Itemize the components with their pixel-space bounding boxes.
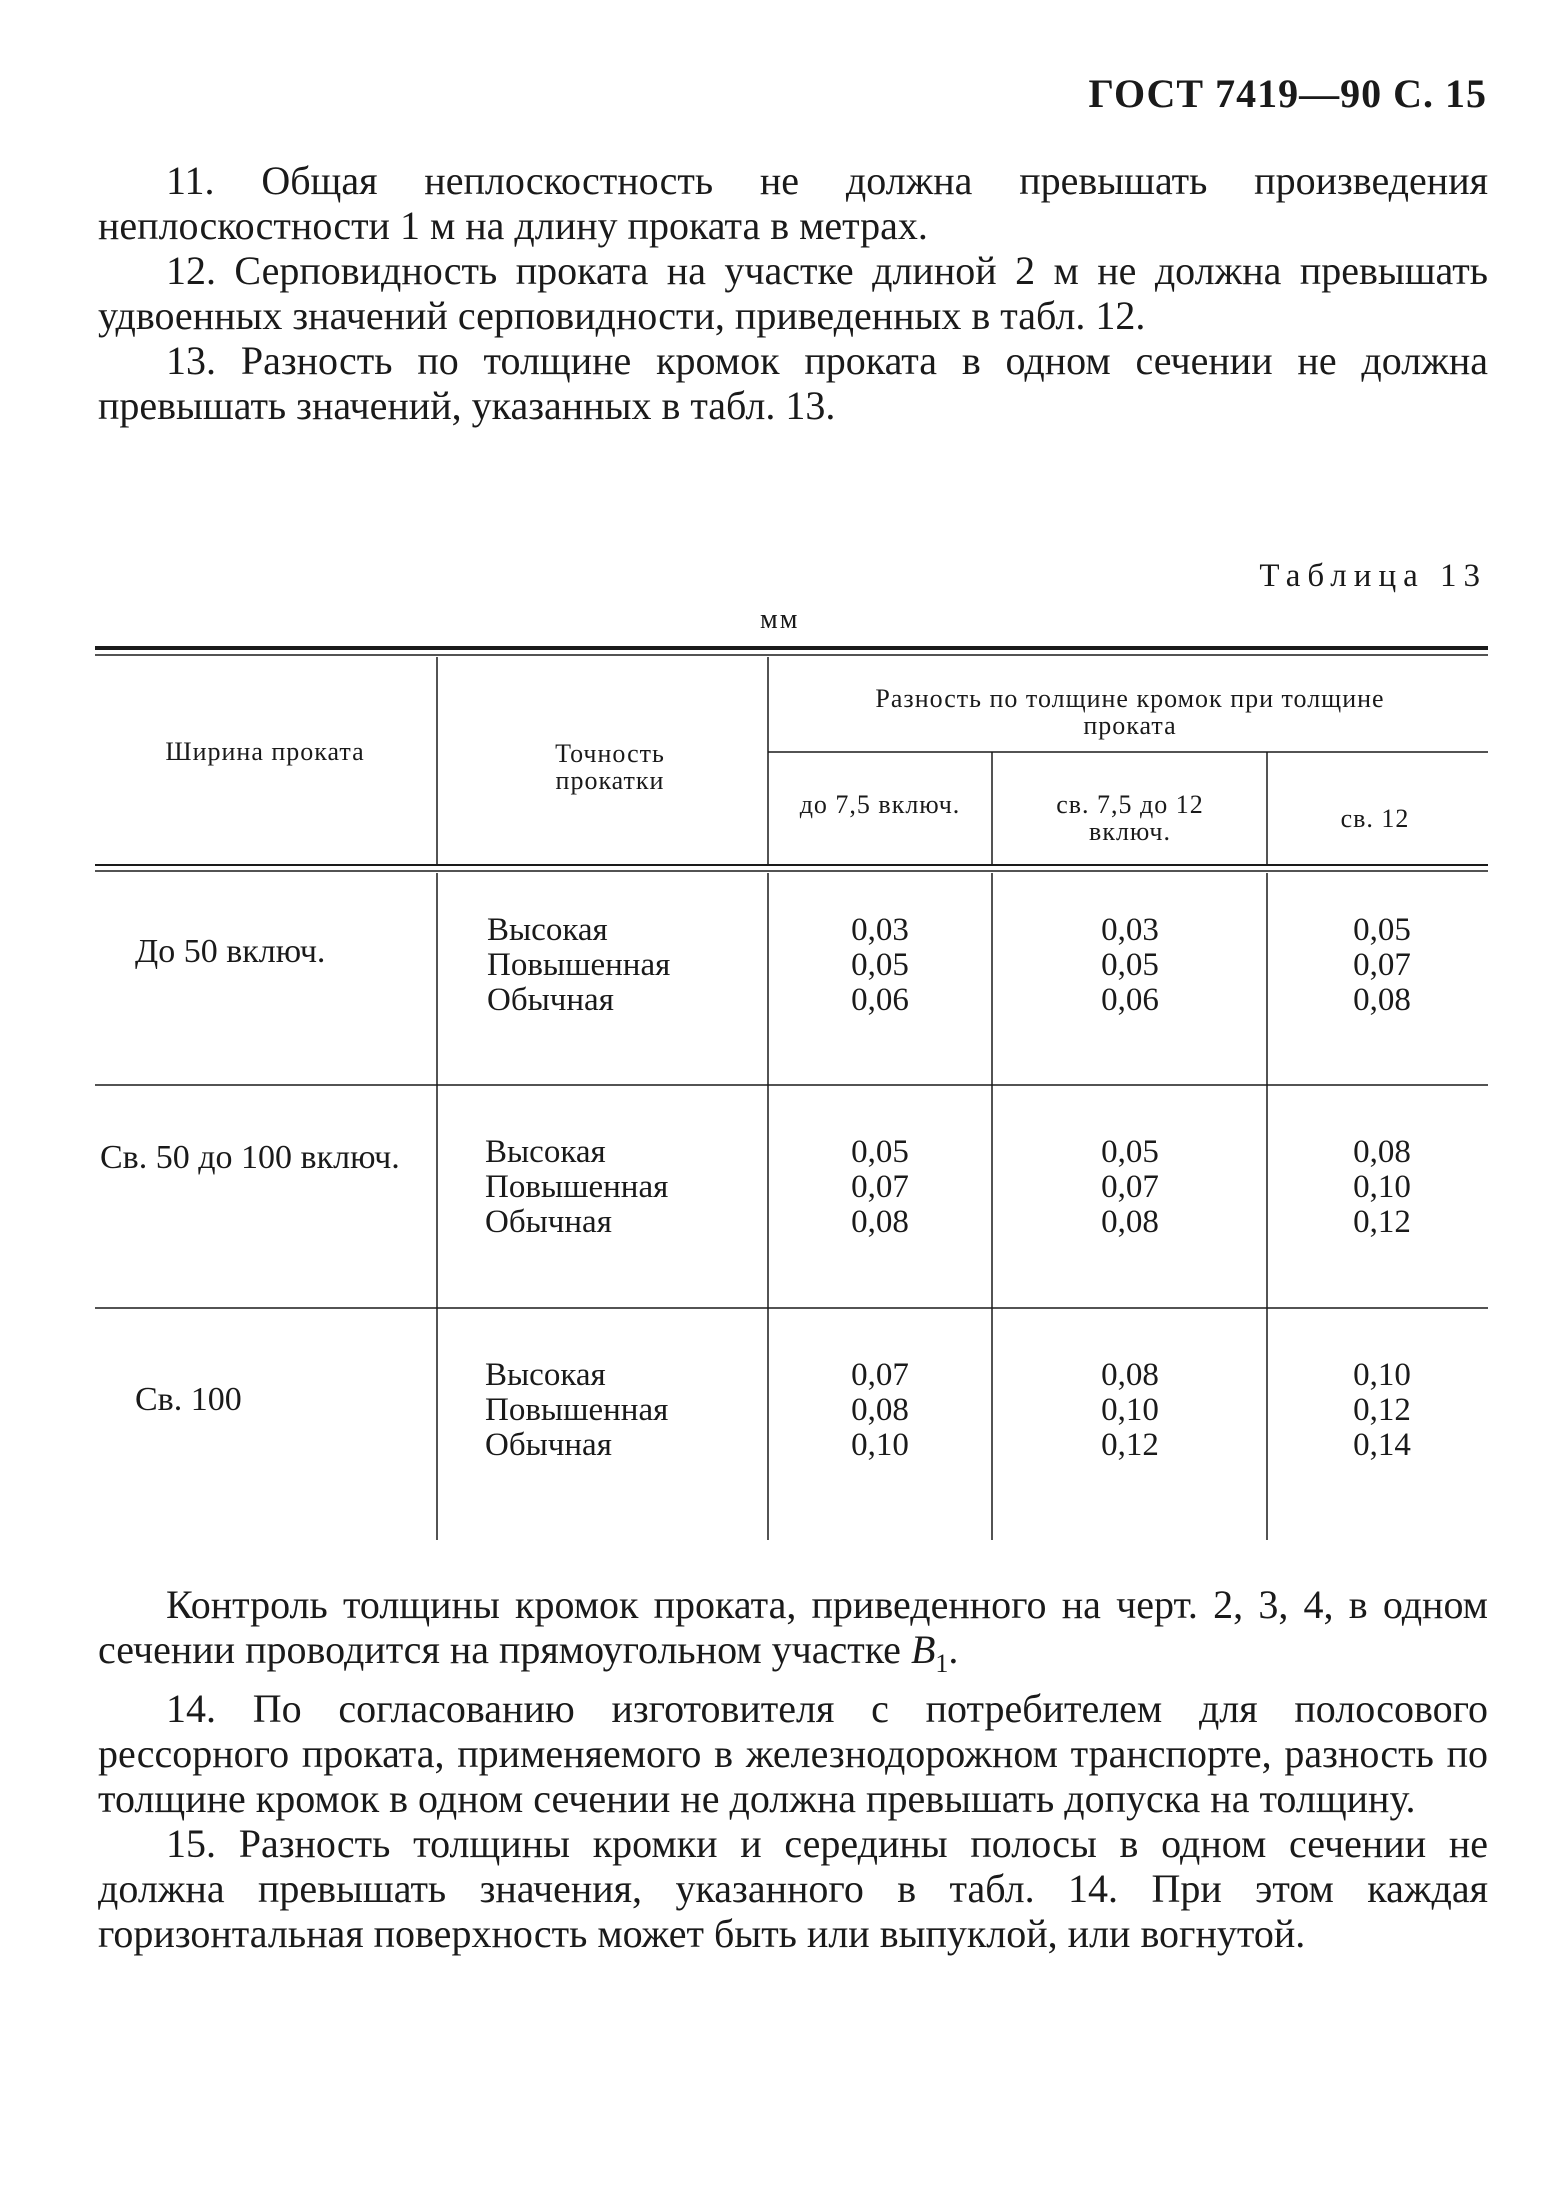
row2-col2	[1065, 1135, 1195, 1240]
row2-col3	[1317, 1135, 1447, 1240]
row1-col2	[1065, 913, 1195, 1018]
paragraph-15: 15. Разность толщины кромки и середины полосы в одном сечении не должна превышать значения, указанного в табл. 14. При этом каждая горизонтальная поверхность может быть или выпуклой, или вогнутой.	[98, 1821, 1488, 1956]
paragraph-13: 13. Разность по толщине кромок проката в одном сечении не должна превышать значений, указанных в табл. 13.	[98, 338, 1488, 428]
table-cell: 0,07	[1101, 1169, 1159, 1205]
symbol-b-subscript: 1	[935, 1649, 949, 1678]
table-cell: 0,08	[851, 1204, 909, 1240]
table-cell: 0,07	[851, 1357, 909, 1393]
page-header: ГОСТ 7419—90 С. 15	[1088, 71, 1487, 116]
table-cell: 0,12	[1353, 1392, 1411, 1428]
table-cell: 0,10	[1353, 1169, 1411, 1205]
table-cell: 0,07	[1353, 947, 1411, 983]
top-text-block	[98, 158, 1488, 428]
header-col1: до 7,5 включ.	[799, 790, 961, 819]
row1-accuracy-high: Высокая	[487, 912, 608, 948]
row3-accuracy-high: Высокая	[485, 1357, 606, 1393]
header-accuracy: Точность прокатки	[555, 739, 665, 795]
row1-col1	[815, 913, 945, 1018]
header-width: Ширина проката	[165, 737, 365, 766]
row1-accuracy	[487, 913, 670, 1018]
symbol-b: B	[910, 1627, 936, 1672]
row1-col3	[1317, 913, 1447, 1018]
table-cell: 0,14	[1353, 1427, 1411, 1463]
row3-col2	[1065, 1358, 1195, 1463]
table-cell: 0,03	[1101, 912, 1159, 948]
table-cell: 0,06	[1101, 982, 1159, 1018]
table-cell: 0,03	[851, 912, 909, 948]
row3-accuracy	[485, 1358, 668, 1463]
paragraph-control	[98, 1582, 1488, 1686]
table-cell: 0,10	[1353, 1357, 1411, 1393]
table-cell: 0,08	[1101, 1357, 1159, 1393]
table-cell: 0,05	[851, 947, 909, 983]
table-units: мм	[760, 604, 800, 635]
row1-width: До 50 включ.	[135, 933, 326, 970]
row2-accuracy-increased: Повышенная	[485, 1169, 669, 1205]
table-cell: 0,08	[1101, 1204, 1159, 1240]
table-cell: 0,08	[851, 1392, 909, 1428]
table-cell: 0,05	[1353, 912, 1411, 948]
table-cell: 0,10	[1101, 1392, 1159, 1428]
paragraph-12: 12. Серповидность проката на участке длиной 2 м не должна превышать удвоенных значений серповидности, приведенных в табл. 12.	[98, 248, 1488, 338]
header-col3: св. 12	[1340, 804, 1410, 833]
thickness-table	[95, 645, 1488, 1540]
paragraph-11: 11. Общая неплоскостность не должна превышать произведения неплоскостности 1 м на длину проката в метрах.	[98, 158, 1488, 248]
table-cell: 0,12	[1101, 1427, 1159, 1463]
row3-col3	[1317, 1358, 1447, 1463]
paragraph-control-text: Контроль толщины кромок проката, приведенного на черт. 2, 3, 4, в одном сечении проводится на прямоугольном участке	[98, 1582, 1488, 1672]
table-cell: 0,06	[851, 982, 909, 1018]
header-col2: св. 7,5 до 12 включ.	[1056, 790, 1204, 846]
row3-width: Св. 100	[135, 1381, 242, 1418]
table-cell: 0,05	[1101, 1134, 1159, 1170]
row2-col1	[815, 1135, 945, 1240]
bottom-text-block	[98, 1582, 1488, 1956]
paragraph-14: 14. По согласованию изготовителя с потребителем для полосового рессорного проката, применяемого в железнодорожном транспорте, разность по толщине кромок в одном сечении не должна превышать допуска на толщину.	[98, 1686, 1488, 1821]
table-cell: 0,08	[1353, 1134, 1411, 1170]
table-cell: 0,05	[1101, 947, 1159, 983]
row2-accuracy-high: Высокая	[485, 1134, 606, 1170]
row1-accuracy-increased: Повышенная	[487, 947, 671, 983]
table-cell: 0,08	[1353, 982, 1411, 1018]
row2-accuracy-normal: Обычная	[485, 1204, 612, 1240]
row3-accuracy-increased: Повышенная	[485, 1392, 669, 1428]
row2-accuracy	[485, 1135, 668, 1240]
paragraph-control-end: .	[948, 1627, 959, 1672]
table-cell: 0,12	[1353, 1204, 1411, 1240]
row3-col1	[815, 1358, 945, 1463]
table-cell: 0,07	[851, 1169, 909, 1205]
header-group: Разность по толщине кромок при толщине проката	[875, 684, 1385, 740]
table-cell: 0,10	[851, 1427, 909, 1463]
table-cell: 0,05	[851, 1134, 909, 1170]
row2-width: Св. 50 до 100 включ.	[100, 1139, 400, 1176]
row1-accuracy-normal: Обычная	[487, 982, 614, 1018]
table-caption: Таблица 13	[1259, 558, 1487, 594]
row3-accuracy-normal: Обычная	[485, 1427, 612, 1463]
